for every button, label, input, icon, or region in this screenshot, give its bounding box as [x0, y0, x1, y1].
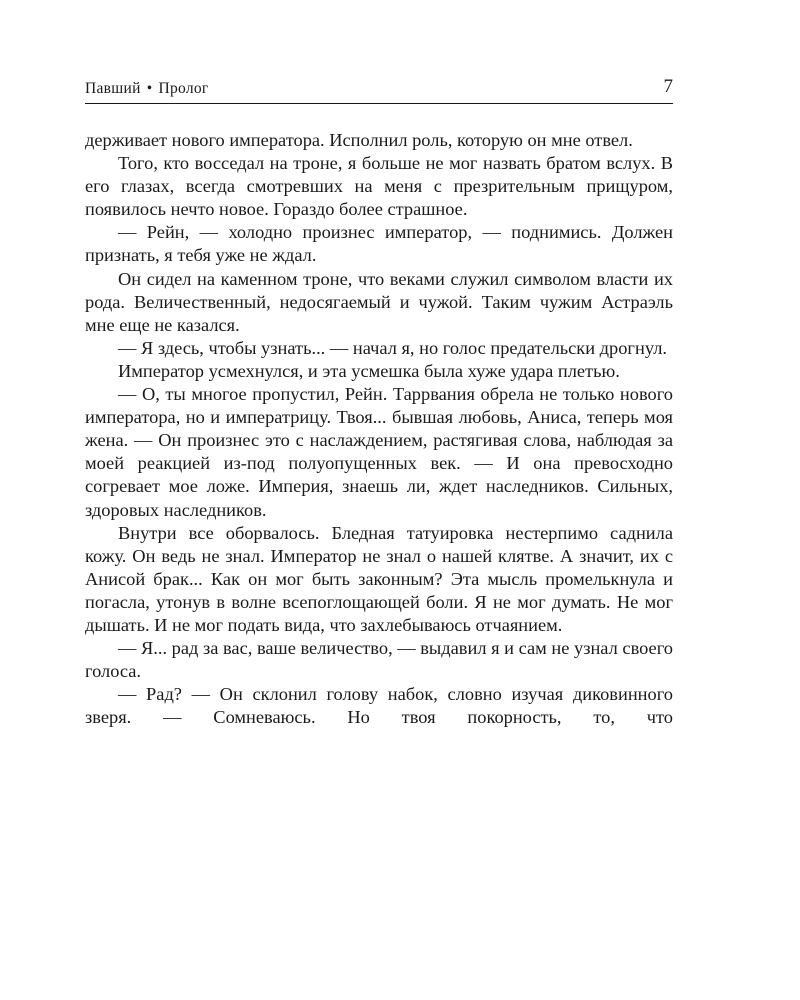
paragraph: — Рейн, — холодно произнес император, — поднимись. Должен признать, я тебя уже не ждал. [85, 222, 673, 266]
paragraph: Того, кто восседал на троне, я больше не мог назвать братом вслух. В его глазах, всегда смотревших на меня с презрительным прищуром, появилось нечто новое. Гораздо более страшное. [85, 153, 673, 220]
paragraph: — О, ты многое пропустил, Рейн. Таррвания обрела не только нового императора, но и императрицу. Твоя... бывшая любовь, Аниса, теперь моя жена. — Он произнес это с наслаждением, растягивая слова, наблюдая за моей реакцией из-под полуопущенных век. — И она превосходно согревает мое ложе. Империя, знаешь ли, ждет наследников. Сильных, здоровых наследников. [85, 384, 673, 520]
header-rule [85, 103, 673, 104]
paragraph: держивает нового императора. Исполнил роль, которую он мне отвел. [85, 130, 633, 150]
paragraph: Он сидел на каменном троне, что веками служил символом власти их рода. Величественный, недосягаемый и чужой. Таким чужим Астраэль мне еще не казался. [85, 268, 673, 335]
chapter-title: Пролог [158, 80, 209, 97]
paragraph: Император усмехнулся, и эта усмешка была хуже удара плетью. [118, 360, 620, 381]
paragraph: — Я... рад за вас, ваше величество, — выдавил я и сам не узнал своего голоса. [85, 638, 673, 682]
paragraph: — Я здесь, чтобы узнать... — начал я, но голос предательски дрогнул. [118, 337, 667, 358]
book-title: Павший [85, 80, 141, 97]
page-body [85, 129, 673, 729]
running-header [85, 76, 673, 99]
running-header-title [85, 79, 209, 99]
paragraph: — Рад? — Он склонил голову набок, словно изучая диковинного зверя. — Сомневаюсь. Но твоя покорность, то, что [85, 684, 673, 728]
page-number: 7 [663, 76, 673, 97]
header-separator: • [146, 80, 153, 97]
paragraph: Внутри все оборвалось. Бледная татуировка нестерпимо саднила кожу. Он ведь не знал. Император не знал о нашей клятве. А значит, их с Анисой брак... Как он мог быть законным? Эта мысль промелькнула и погасла, утонув в волне всепоглощающей боли. Я не мог думать. Не мог дышать. И не мог подать вида, что захлебываюсь отчаянием. [85, 522, 673, 635]
